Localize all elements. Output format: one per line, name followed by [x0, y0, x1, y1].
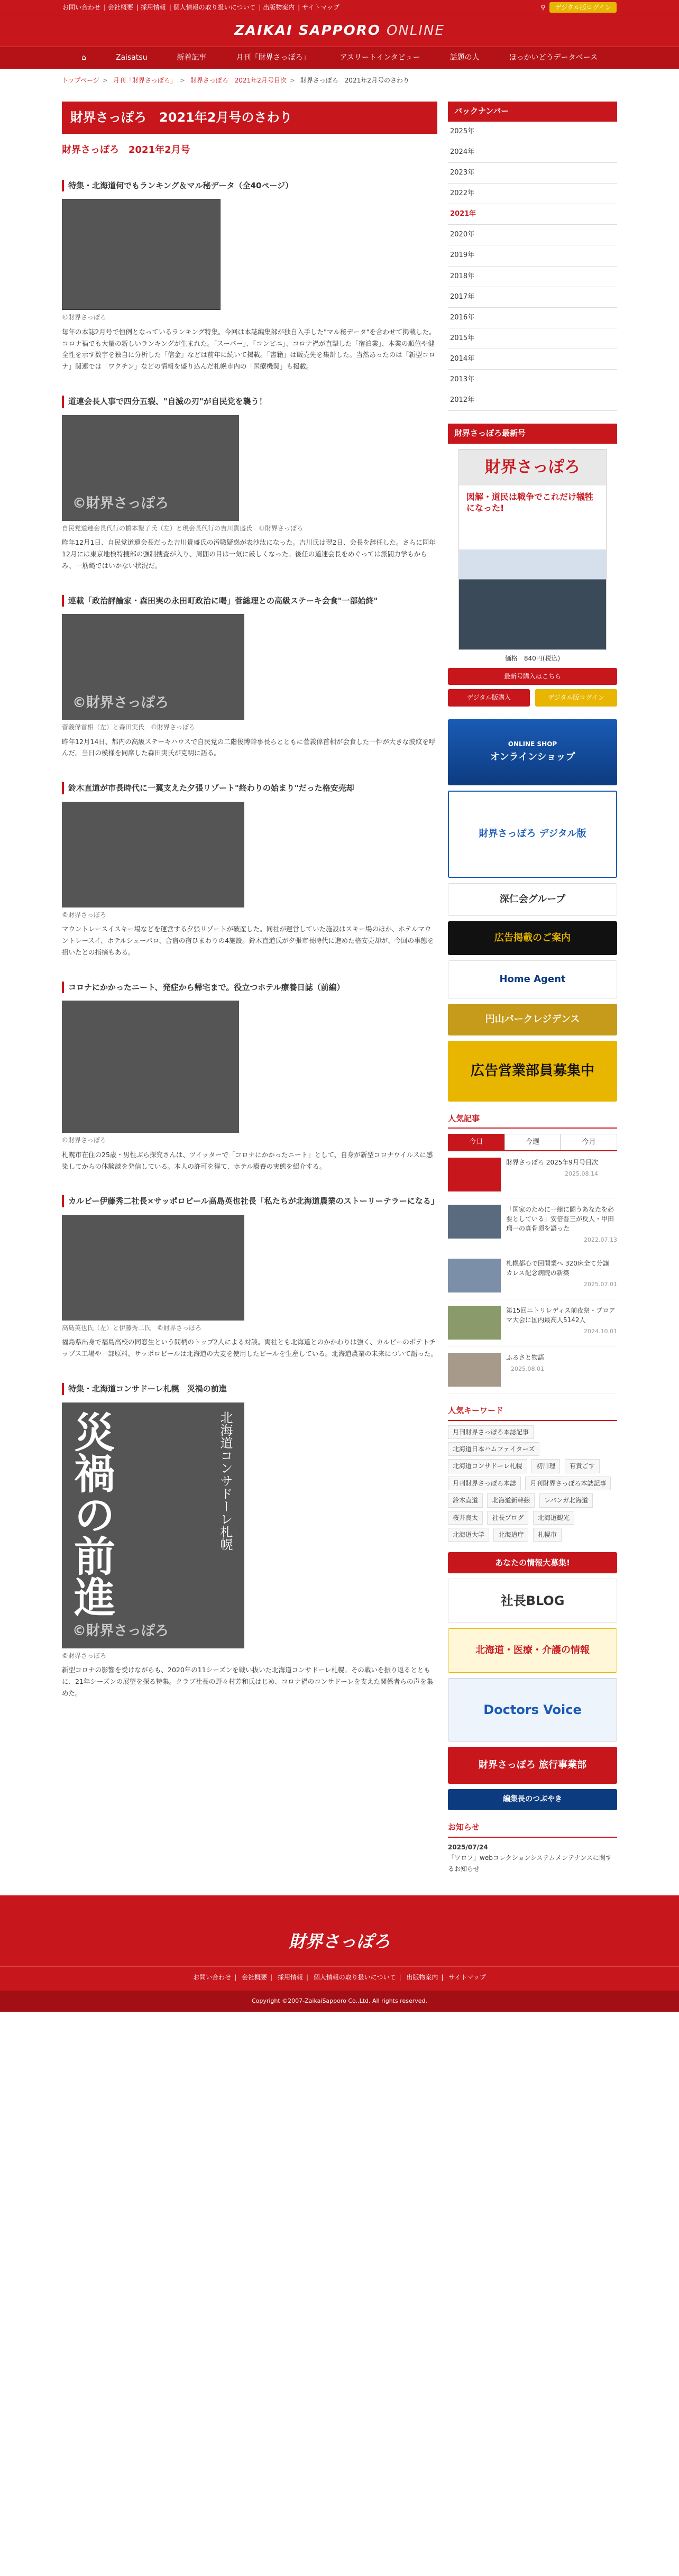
article: [62, 782, 437, 958]
year-item[interactable]: 2015年: [448, 328, 617, 349]
article-title: 特集・北海道何でもランキング＆マル秘データ（全40ページ）: [62, 180, 437, 192]
year-list: [448, 122, 617, 411]
mag-title: 財界さっぽろ: [485, 457, 580, 476]
keyword-tag[interactable]: 北海道新幹線: [487, 1493, 535, 1507]
article-caption: ©財界さっぽろ: [62, 314, 107, 322]
popular-title: 「国家のために一緒に闘うあなたを必要としている」安倍晋三が反人・甲田瑠一の真骨頂を語った: [506, 1206, 614, 1233]
page-title: 財界さっぽろ 2021年2月号のさわり: [62, 102, 437, 134]
watermark: ©財界さっぽろ: [72, 695, 169, 711]
keyword-tag[interactable]: レバンガ北海道: [539, 1493, 593, 1507]
footer-link[interactable]: お問い合わせ: [193, 1974, 232, 1982]
keyword-tag[interactable]: 北海道日本ハムファイターズ: [448, 1442, 539, 1456]
top-bar: [0, 0, 679, 15]
info-banner[interactable]: あなたの情報大募集!: [448, 1552, 617, 1573]
article-body: 新型コロナの影響を受けながらも、2020年の11シーズンを戦い抜いた北海道コンサドーレ札幌。その戦いを振り返るとともに、21年シーズンの展望を探る特集。クラブ社長の野々村芳和氏はじめ、コロナ禍のコンサドーレを支えた関係者らの声を集めた。: [62, 1666, 434, 1697]
top-links: お問い合わせ | 会社概要 | 採用情報 | 個人情報の取り扱いについて | 出版物案内 | サイトマップ: [62, 3, 340, 11]
article-body: 札幌市在住の25歳・男性ぶら探究さんは、ツイッターで「コロナにかかったニート」として、自身が新型コロナウイルスに感染してからの体験談を発信している。本人の許可を得て、ホテル療養の実態を紹介する。: [62, 1150, 433, 1170]
year-item[interactable]: 2019年: [448, 245, 617, 266]
breadcrumb: トップページ > 月刊「財界さっぽろ」 > 財界さっぽろ 2021年2月号目次 > 財界さっぽろ 2021年2月号のさわり: [62, 77, 409, 84]
article: [62, 180, 437, 372]
digital-login-side-button[interactable]: デジタル版ログイン: [535, 689, 617, 706]
news-date: 2025/07/24: [448, 1843, 488, 1851]
watermark: ©財界さっぽろ: [72, 1623, 169, 1639]
article-image: [62, 1001, 239, 1133]
year-item[interactable]: 2016年: [448, 308, 617, 328]
issue-label: 財界さっぽろ 2021年2月号: [62, 144, 190, 156]
article-body: 昨年12月14日、都内の高級ステーキハウスで自民党の二階俊博幹事長らとともに菅義偉首相が会食した一件が大きな波紋を呼んだ。当日の模様を同席した森田実氏が克明に語る。: [62, 737, 436, 757]
year-item[interactable]: 2012年: [448, 390, 617, 411]
article: [62, 1383, 437, 1699]
keyword-list: [448, 1425, 617, 1545]
popular-item[interactable]: [448, 1299, 617, 1346]
year-item[interactable]: 2020年: [448, 225, 617, 245]
article-body: 毎年の本誌2月号で恒例となっているランキング特集。今回は本誌編集部が独自入手した"マル秘データ"を合わせて掲載した。コロナ禍でも大量の新しいランキングが生まれた。「スーパー」、「コンビニ」、コロナ禍が直撃した「宿泊業」、本業の順位や健全性を示す数字を独自に分析した「信金」などは前年に続いて掲載。「書籍」は販売先を集計した。当然あったのは「新型コロナ」関連では「ワクチン」などの情報を盛り込んだ札幌市内の「医療機関」も掲載。: [62, 327, 436, 371]
cover-headline: 災禍の前進: [67, 1410, 115, 1617]
footer-link[interactable]: 採用情報: [277, 1974, 303, 1982]
article-body: 昨年12月1日、自民党道連会長だった吉川貴盛氏の汚職疑惑が表沙汰になった。吉川氏は翌2日、会長を辞任した。さらに同年12月には東京地検特捜部の強制捜査が入り、周囲の目は一気に厳しくなった。後任の道連会長をめぐっては派閥力学もからみ、一筋縄ではいかない状況だ。: [62, 538, 436, 570]
latest-issue-link[interactable]: 最新号購入はこちら: [448, 668, 617, 685]
travel-banner[interactable]: 財界さっぽろ 旅行事業部: [448, 1747, 617, 1784]
logo-main: ZAIKAI SAPPORO: [234, 23, 381, 39]
keyword-tag[interactable]: 北海道大学: [448, 1528, 489, 1542]
popular-title: 札幌都心で回開業へ 320床全て分譲 カレス記念病院の新築: [506, 1260, 609, 1277]
main-nav: [0, 47, 679, 69]
keyword-tag[interactable]: 北海道観光: [533, 1511, 574, 1525]
keyword-tag[interactable]: 月刊財界さっぽろ本誌記事: [525, 1477, 611, 1490]
article-caption: 菅義偉首相（左）と森田実氏 ©財界さっぽろ: [62, 723, 196, 731]
watermark: ©財界さっぽろ: [72, 496, 169, 512]
doctors-voice-banner[interactable]: Doctors Voice: [448, 1678, 617, 1741]
top-link[interactable]: 出版物案内: [263, 3, 295, 11]
mag-headline: 図解・道民は戦争でこれだけ犠牲になった!: [466, 491, 594, 513]
article-image: [62, 415, 239, 521]
search-icon[interactable]: ⚲: [540, 3, 546, 11]
site-header: [0, 15, 679, 47]
footer-link[interactable]: 出版物案内: [406, 1974, 438, 1982]
news-item[interactable]: [448, 1842, 617, 1874]
keyword-tag[interactable]: 鈴木直道: [448, 1493, 483, 1507]
article-body: 福島県出身で福島高校の同窓生という間柄のトップ2人による対談。両社とも北海道とのかかわりは強く、カルビーのポテトチップス工場や一部原料、サッポロビールは北海道の大麦を使用したビールを生産している。北海道農業の未来について語った。: [62, 1338, 438, 1358]
year-item[interactable]: 2022年: [448, 184, 617, 204]
logo-online: ONLINE: [386, 23, 445, 39]
year-item[interactable]: 2023年: [448, 163, 617, 184]
keyword-heading: 人気キーワード: [448, 1402, 617, 1421]
top-link[interactable]: 採用情報: [140, 3, 166, 11]
popular-thumb: [448, 1205, 501, 1239]
article: [62, 1195, 437, 1360]
keyword-tag[interactable]: 初川理: [531, 1459, 560, 1473]
article-image: [62, 614, 244, 720]
footer-links: お問い合わせ | 会社概要 | 採用情報 | 個人情報の取り扱いについて | 出版物案内 | サイトマップ: [0, 1966, 679, 1983]
year-item-active[interactable]: 2021年: [448, 204, 617, 225]
advertising-banner[interactable]: 広告掲載のご案内: [448, 921, 617, 955]
tab-month[interactable]: 今月: [561, 1134, 617, 1150]
digital-buy-button[interactable]: デジタル版購入: [448, 689, 530, 706]
footer-link[interactable]: サイトマップ: [448, 1974, 486, 1982]
article-caption: 高島英也氏（左）と伊藤秀二氏 ©財界さっぽろ: [62, 1324, 202, 1332]
cover-subtitle: 北海道コンサドーレ札幌: [218, 1410, 233, 1551]
popular-thumb: [448, 1306, 501, 1340]
year-item[interactable]: 2025年: [448, 122, 617, 142]
article-title: 鈴木直道が市長時代に一翼支えた夕張リゾート"終わりの始まり"だった格安売却: [62, 782, 437, 794]
article-body: マウントレースイスキー場などを運営する夕張リゾートが破産した。同社が運営していた施設はスキー場のほか、ホテルマウントレースイ、ホテルシューパロ、合宿の宿ひまわりの4施設。鈴木直道氏が夕張市長時代に進めた格安売却が、今回の事態を招いたとの指摘もある。: [62, 925, 434, 956]
footer-link[interactable]: 個人情報の取り扱いについて: [313, 1974, 396, 1982]
article-image: [62, 1402, 244, 1648]
article: [62, 982, 437, 1172]
popular-date: 2022.07.13: [584, 1236, 617, 1244]
year-item[interactable]: 2017年: [448, 287, 617, 308]
backnumber-heading: バックナンバー: [448, 102, 617, 122]
article-caption: ©財界さっぽろ: [62, 911, 107, 919]
nav-item[interactable]: ほっかいどうデータベース: [509, 53, 598, 62]
top-link[interactable]: サイトマップ: [302, 3, 340, 11]
site-logo[interactable]: [234, 19, 445, 42]
article-title: カルビー伊藤秀二社長×サッポロビール高島英也社長「私たちが北海道農業のストーリーテラーになる」: [62, 1195, 437, 1207]
article-caption: ©財界さっぽろ: [62, 1652, 107, 1660]
nav-item[interactable]: Zaisatsu: [115, 53, 148, 62]
keyword-tag[interactable]: 北海道コンサドーレ札幌: [448, 1459, 527, 1473]
popular-title: ふるさと物語: [506, 1354, 545, 1362]
nav-item[interactable]: 話題の人: [449, 53, 480, 62]
nav-item[interactable]: 新着記事: [177, 53, 207, 62]
top-link[interactable]: 個人情報の取り扱いについて: [173, 3, 256, 11]
footer-link[interactable]: 会社概要: [241, 1974, 267, 1982]
editor-banner[interactable]: 編集長のつぶやき: [448, 1789, 617, 1810]
sidebar: [448, 102, 617, 1874]
medical-banner[interactable]: 北海道・医療・介護の情報: [448, 1628, 617, 1673]
popular-heading: 人気記事: [448, 1110, 617, 1129]
popular-tabs: [448, 1134, 617, 1151]
year-item[interactable]: 2013年: [448, 370, 617, 390]
nav-item[interactable]: 月刊「財界さっぽろ」: [236, 53, 310, 62]
recruit-banner[interactable]: 広告営業部員募集中: [448, 1041, 617, 1102]
popular-date: 2025.08.01: [511, 1365, 545, 1373]
article-caption: ©財界さっぽろ: [62, 1136, 107, 1144]
popular-thumb: [448, 1259, 501, 1292]
blog-banner[interactable]: 社長BLOG: [448, 1579, 617, 1623]
news-text: 「ワロフ」webコレクションシステムメンテナンスに関するお知らせ: [448, 1854, 612, 1873]
article-image: [62, 802, 244, 907]
breadcrumb-item[interactable]: 財界さっぽろ 2021年2月号目次: [190, 77, 287, 84]
article-image: [62, 199, 221, 310]
breadcrumb-item[interactable]: 月刊「財界さっぽろ」: [113, 77, 177, 84]
footer-logo[interactable]: 財界さっぽろ: [288, 1931, 390, 1952]
breadcrumb-current: 財界さっぽろ 2021年2月号のさわり: [300, 77, 409, 84]
latest-issue-cover[interactable]: [458, 449, 607, 650]
popular-thumb: [448, 1158, 501, 1191]
popular-item[interactable]: [448, 1151, 617, 1198]
digital-edition-banner[interactable]: 財界さっぽろ デジタル版: [448, 791, 617, 878]
popular-title: 第15回ニトリレディス前夜祭・プロアマ大会に国内最高人5142人: [506, 1307, 616, 1324]
article-title: 特集・北海道コンサドーレ札幌 災禍の前進: [62, 1383, 437, 1395]
online-shop-banner[interactable]: [448, 719, 617, 785]
news-heading: お知らせ: [448, 1819, 617, 1838]
home-agent-banner[interactable]: Home Agent: [448, 960, 617, 998]
article-title: 道連会長人事で四分五裂、"自滅の刃"が自民党を襲う！: [62, 396, 437, 408]
price-label: 価格 840円(税込): [504, 654, 561, 662]
copyright: Copyright ©2007-ZaikaiSapporo Co.,Ltd. All rights reserved.: [0, 1991, 679, 2012]
banner-sub: ONLINE SHOP: [508, 740, 557, 748]
keyword-tag[interactable]: 月刊財界さっぽろ本誌: [448, 1477, 521, 1490]
keyword-tag[interactable]: 北海道庁: [493, 1528, 528, 1542]
year-item[interactable]: 2024年: [448, 142, 617, 163]
digital-login-button[interactable]: デジタル版ログイン: [549, 2, 617, 13]
home-icon[interactable]: ⌂: [81, 53, 86, 62]
article-image: [62, 1215, 244, 1321]
keyword-tag[interactable]: 社長ブログ: [487, 1511, 528, 1525]
breadcrumb-item[interactable]: トップページ: [62, 77, 99, 84]
year-item[interactable]: 2018年: [448, 267, 617, 287]
popular-item[interactable]: [448, 1346, 617, 1394]
popular-thumb: [448, 1353, 501, 1387]
popular-date: 2025.08.14: [565, 1170, 598, 1178]
popular-item[interactable]: [448, 1252, 617, 1299]
article: [62, 595, 437, 759]
top-link[interactable]: 会社概要: [107, 3, 133, 11]
article: [62, 396, 437, 572]
keyword-tag[interactable]: 月刊財界さっぽろ本誌記事: [448, 1425, 534, 1439]
shinjinkai-banner[interactable]: 深仁会グループ: [448, 883, 617, 916]
popular-date: 2024.10.01: [584, 1328, 617, 1335]
year-item[interactable]: 2014年: [448, 349, 617, 370]
article-title: 連載「政治評論家・森田実の永田町政治に喝」菅総理との高級ステーキ会食"一部始終": [62, 595, 437, 607]
site-footer: [0, 1895, 679, 1991]
latest-issue-heading: 財界さっぽろ最新号: [448, 424, 617, 444]
keyword-tag[interactable]: 有責ごす: [565, 1459, 600, 1473]
article-title: コロナにかかったニート、発症から帰宅まで。役立つホテル療養日誌（前編）: [62, 982, 437, 994]
popular-title: 財界さっぽろ 2025年9月号目次: [506, 1159, 598, 1167]
nav-item[interactable]: アスリートインタビュー: [340, 53, 420, 62]
keyword-tag[interactable]: 桜井良太: [448, 1511, 483, 1525]
tab-week[interactable]: 今週: [504, 1134, 561, 1150]
maruyama-banner[interactable]: 円山パークレジデンス: [448, 1004, 617, 1035]
top-link[interactable]: お問い合わせ: [62, 3, 101, 11]
popular-item[interactable]: [448, 1198, 617, 1252]
popular-date: 2025.07.01: [584, 1281, 617, 1288]
tab-today[interactable]: 今日: [448, 1134, 504, 1150]
keyword-tag[interactable]: 札幌市: [533, 1528, 562, 1542]
banner-text: オンラインショップ: [490, 751, 575, 763]
article-caption: 自民党道連会長代行の橋本聖子氏（左）と現会長代行の吉川貴盛氏 ©財界さっぽろ: [62, 524, 304, 532]
main-content: [62, 102, 437, 1874]
